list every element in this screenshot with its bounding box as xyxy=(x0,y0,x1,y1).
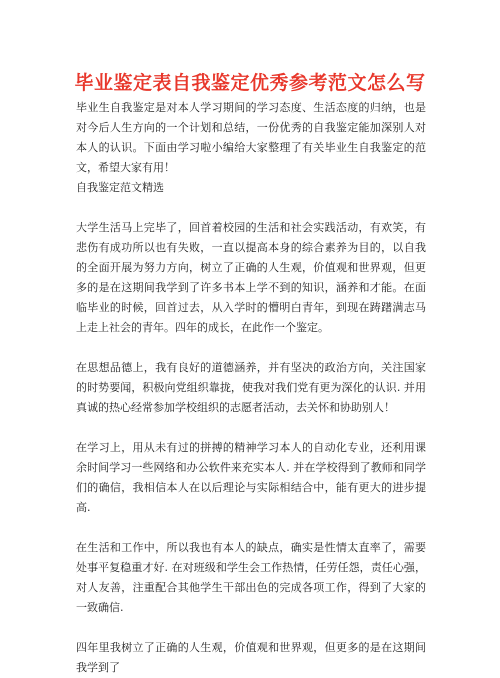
document-body xyxy=(76,98,426,678)
body-paragraph: 在生活和工作中，所以我也有本人的缺点，确实是性情太直率了，需要处事平复稳重才好. 在对班级和学生会工作热情，任劳任怨，责任心强，对人友善，注重配合其他学生干部出色的完成各项工作，得到了大家的一致确信. xyxy=(76,541,426,614)
body-paragraph: 四年里我树立了正确的人生观，价值观和世界观，但更多的是在这期间我学到了 xyxy=(76,641,426,674)
intro-paragraph: 毕业生自我鉴定是对本人学习期间的学习态度、生活态度的归纳，也是对今后人生方向的一个计划和总结，一份优秀的自我鉴定能加深别人对本人的认识。下面由学习啦小编给大家整理了有关毕业生自我鉴定的范文，希望大家有用！ xyxy=(76,101,426,174)
body-paragraph: 在学习上，用从未有过的拼搏的精神学习本人的自动化专业，还利用课余时间学习一些网络和办公软件来充实本人. 并在学校得到了教师和同学们的确信，我相信本人在以后理论与实际相结合中，能有更大的进步提高. xyxy=(76,441,426,514)
body-paragraph: 在思想品德上，我有良好的道德涵养，并有坚决的政治方向，关注国家的时势要闻，积极向党组织靠拢，使我对我们党有更为深化的认识. 并用真诚的热心经常参加学校组织的志愿者活动，去关怀和协助别人！ xyxy=(76,361,426,414)
body-paragraph: 大学生活马上完毕了，回首着校园的生活和社会实践活动，有欢笑，有悲伤有成功所以也有失败，一直以提高本身的综合素养为目的，以自我的全面开展为努力方向，树立了正确的人生观，价值观和世界观，但更多的是在这期间我学到了许多书本上学不到的知识，涵养和才能。在面临毕业的时候，回首过去，从入学时的懵明白青年，到现在踌躇满志马上走上社会的青年。四年的成长，在此作一个鉴定。 xyxy=(76,221,426,334)
section-heading: 自我鉴定范文精选 xyxy=(76,181,164,194)
document-title: 毕业鉴定表自我鉴定优秀参考范文怎么写 xyxy=(74,72,426,94)
